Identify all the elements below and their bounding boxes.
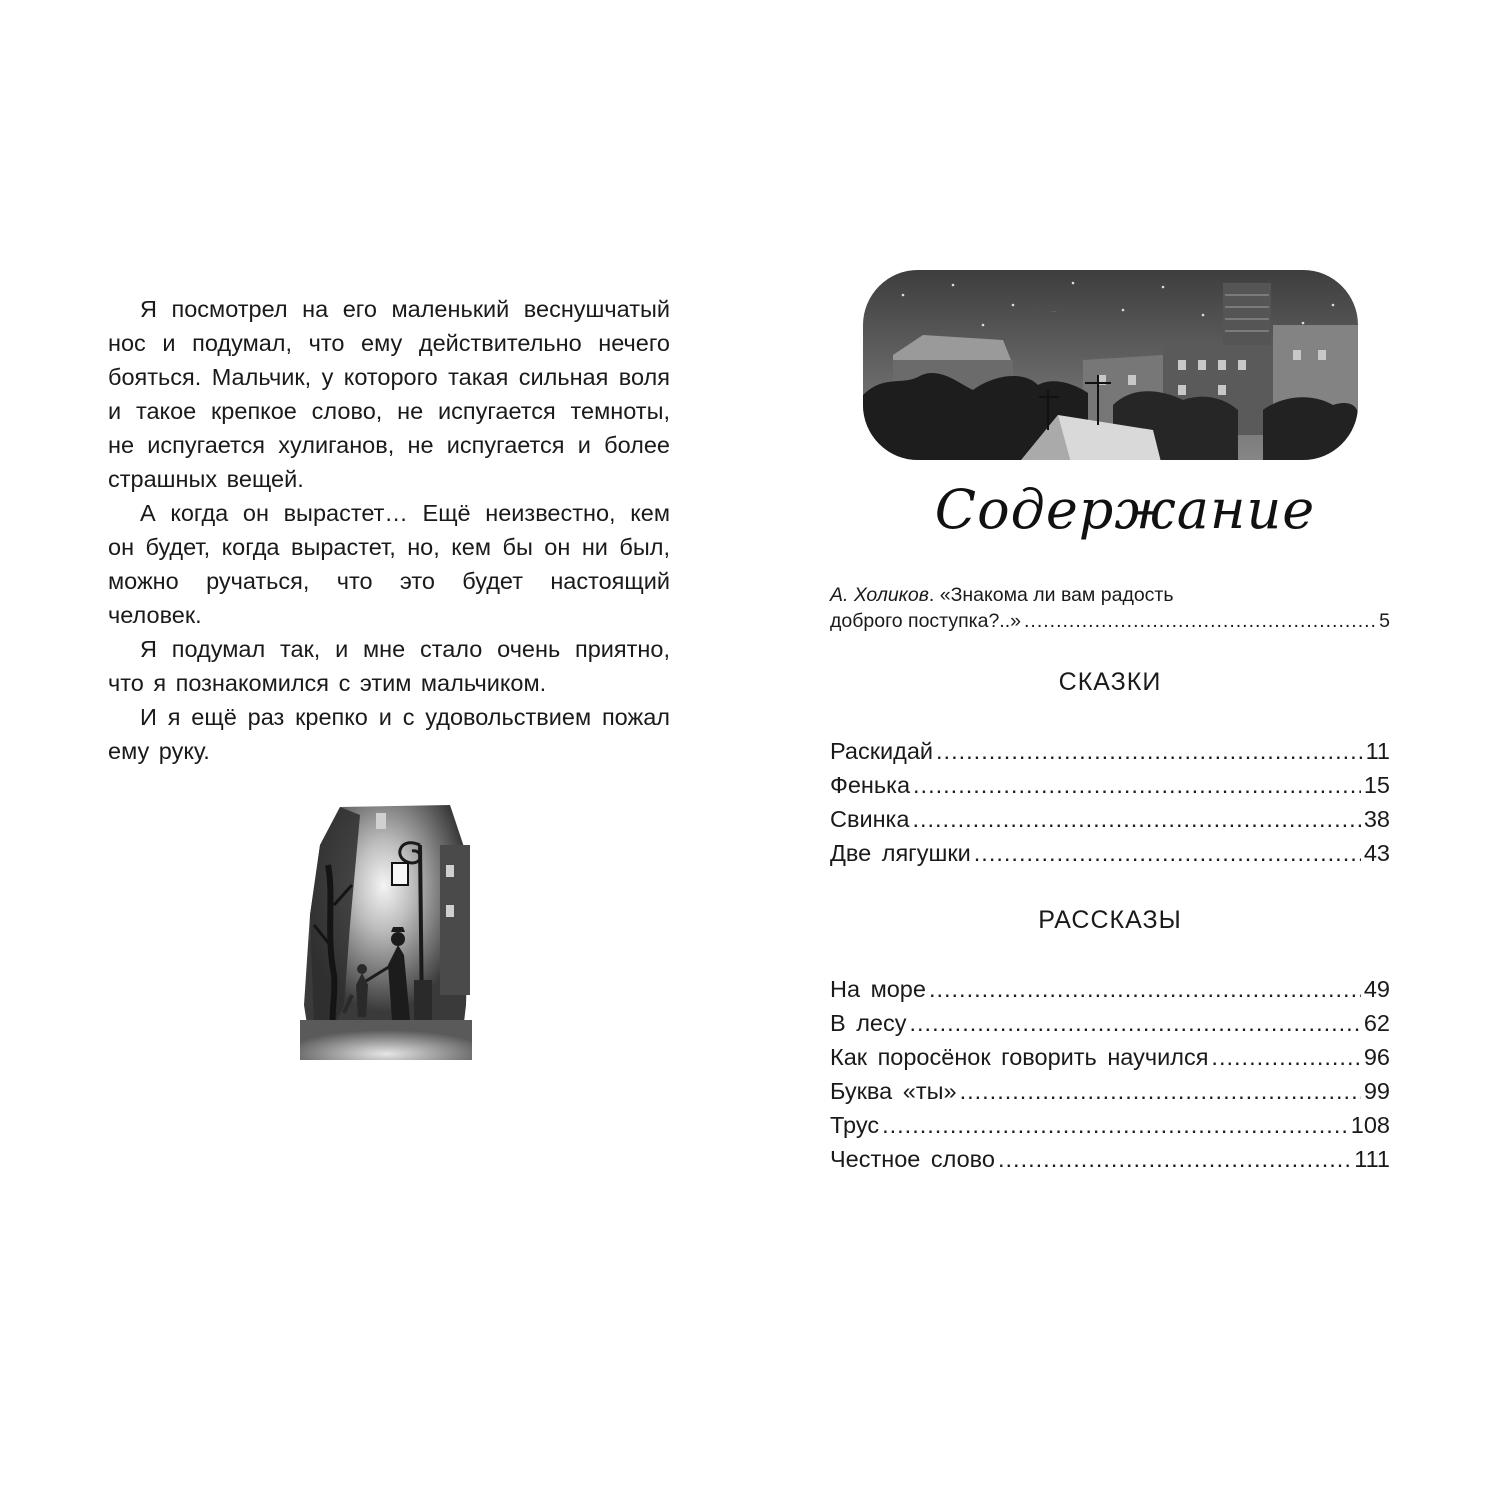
- night-city-illustration: [863, 265, 1358, 470]
- dot-leader: [1211, 1040, 1360, 1074]
- dot-leader: [910, 1006, 1361, 1040]
- dot-leader: [960, 1074, 1361, 1108]
- entry-page: 38: [1363, 806, 1390, 832]
- toc-title: Содержание: [934, 478, 1316, 541]
- table-of-contents: [830, 582, 1390, 1172]
- entry-page: 15: [1363, 772, 1390, 798]
- toc-intro-entry: [830, 582, 1390, 634]
- entry-title: Буква «ты»: [830, 1078, 957, 1104]
- toc-entry: [830, 1040, 1390, 1074]
- entry-page: 11: [1365, 738, 1390, 764]
- entry-title: Две лягушки: [830, 840, 971, 866]
- intro-page-number: 5: [1379, 610, 1390, 632]
- intro-title-part-2: доброго поступка?..»: [830, 610, 1021, 632]
- dot-leader: [912, 802, 1360, 836]
- entry-page: 108: [1350, 1112, 1390, 1138]
- entry-title: Раскидай: [830, 738, 934, 764]
- entry-title: Фенька: [830, 772, 911, 798]
- entry-title: Трус: [830, 1112, 880, 1138]
- story-paragraph: А когда он вырастет… Ещё неизвестно, кем он будет, когда вырастет, но, кем бы он ни был, можно ручаться, что это будет настоящий человек.: [108, 500, 670, 628]
- story-paragraph: Я подумал так, и мне стало очень приятно, что я познакомился с этим мальчиком.: [108, 636, 670, 696]
- entry-title: Свинка: [830, 806, 910, 832]
- dot-leader: [974, 836, 1361, 870]
- dot-leader: [998, 1142, 1351, 1176]
- toc-intro-line-2: [830, 608, 1390, 634]
- toc-intro-line-1: [830, 582, 1390, 608]
- dot-leader: [882, 1108, 1348, 1142]
- intro-title-part-1: . «Знакома ли вам радость: [928, 584, 1174, 606]
- toc-entry: [830, 1074, 1390, 1108]
- dot-leader: [1024, 608, 1376, 634]
- section-heading-stories: РАССКАЗЫ: [1038, 906, 1182, 934]
- toc-entry: [830, 1006, 1390, 1040]
- intro-author: А. Холиков: [830, 584, 929, 606]
- dot-leader: [936, 734, 1363, 768]
- entry-title: Как поросёнок говорить научился: [830, 1044, 1209, 1070]
- story-text: [108, 292, 670, 768]
- toc-entry: [830, 972, 1390, 1006]
- toc-entry: [830, 802, 1390, 836]
- entry-page: 62: [1363, 1010, 1390, 1036]
- stories-list: [830, 972, 1390, 1176]
- entry-title: В лесу: [830, 1010, 907, 1036]
- toc-entry: [830, 836, 1390, 870]
- toc-entry: [830, 734, 1390, 768]
- entry-page: 99: [1363, 1078, 1390, 1104]
- story-paragraph: И я ещё раз крепко и с удовольствием пожал ему руку.: [108, 704, 670, 764]
- fairy-tales-list: [830, 734, 1390, 870]
- entry-page: 96: [1363, 1044, 1390, 1070]
- streetlamp-illustration: [300, 805, 472, 1060]
- entry-title: Честное слово: [830, 1146, 995, 1172]
- toc-entry: [830, 1142, 1390, 1176]
- toc-entry: [830, 768, 1390, 802]
- story-paragraph: Я посмотрел на его маленький веснушчатый нос и подумал, что ему действительно нечего бояться. Мальчик, у которого такая сильная воля и такое крепкое слово, не испугается темноты, не испугается хулиганов, не испугается и более страшных вещей.: [108, 296, 670, 492]
- entry-page: 111: [1354, 1146, 1390, 1172]
- dot-leader: [913, 768, 1361, 802]
- entry-title: На море: [830, 976, 926, 1002]
- section-heading-fairy-tales: СКАЗКИ: [1058, 668, 1162, 696]
- dot-leader: [929, 972, 1361, 1006]
- entry-page: 49: [1363, 976, 1390, 1002]
- toc-entry: [830, 1108, 1390, 1142]
- right-page: [750, 0, 1500, 1500]
- entry-page: 43: [1363, 840, 1390, 866]
